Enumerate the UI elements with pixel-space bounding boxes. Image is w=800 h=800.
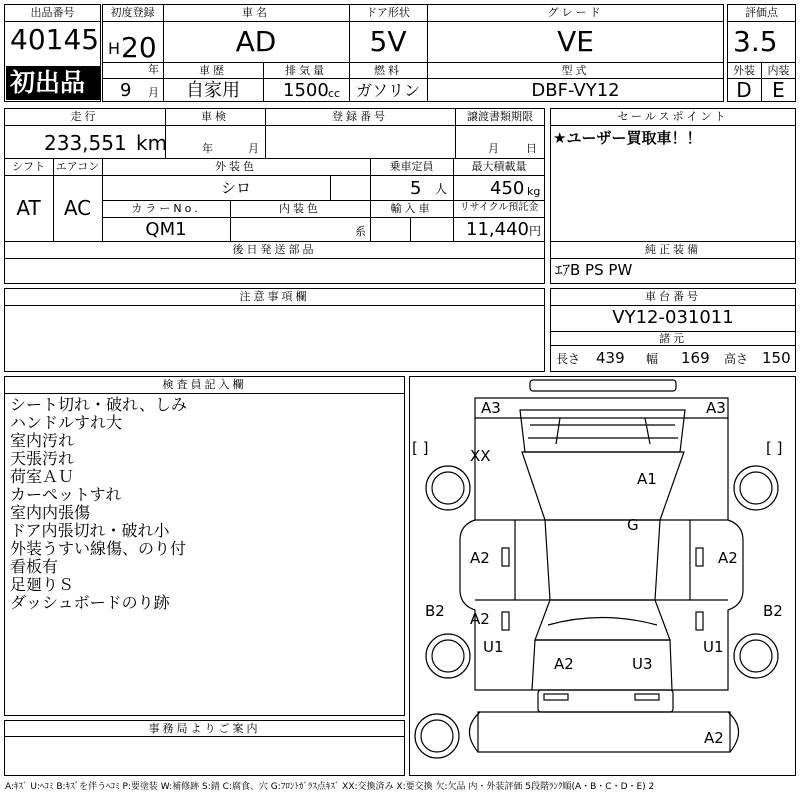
displacement: 1500 (283, 80, 329, 101)
inspector-note: 荷室ＡＵ (10, 467, 75, 486)
inspector-label: 検査員記入欄 (162, 378, 247, 391)
width-label: 幅 (646, 352, 659, 366)
damage-code: B2 (425, 602, 445, 620)
inspector-note: 外装うすい線傷、のり付 (10, 539, 187, 558)
registration-number-label: 登録番号 (332, 110, 388, 123)
damage-code: A3 (706, 399, 726, 417)
damage-bracket-left: [ ] (412, 439, 429, 457)
capacity-label: 乗車定員 (389, 160, 434, 173)
capacity: 5 (410, 178, 422, 199)
color-number-label: カラーNo. (131, 202, 201, 215)
shift-label: シフト (12, 160, 45, 173)
damage-code: U1 (703, 638, 724, 656)
mileage-unit: km (136, 131, 168, 155)
color: シロ (220, 179, 251, 197)
displacement-label: 排気量 (285, 64, 327, 77)
import-label: 輸入車 (390, 202, 433, 215)
height-label: 高さ (724, 352, 749, 366)
first-registration-label: 初度登録 (110, 6, 155, 19)
era-letter: H (108, 39, 121, 58)
damage-code: XX (470, 447, 491, 465)
damage-code: U1 (483, 638, 504, 656)
fuel-label: 燃料 (374, 64, 402, 77)
transfer-day-unit: 日 (526, 142, 537, 155)
inspector-note: 天張汚れ (10, 449, 75, 468)
chassis-label: 車台番号 (645, 290, 701, 303)
inspection-label: 車検 (201, 110, 229, 123)
parts-label: 後日発送部品 (232, 243, 317, 256)
recycle-unit: 円 (529, 224, 542, 238)
damage-code: A2 (704, 729, 724, 747)
legend: A:ｷｽﾞ U:ﾍｺﾐ B:ｷｽﾞを伴うﾍｺﾐ P:要塗装 W:補修跡 S:錆 C:腐食、穴 G:ﾌﾛﾝﾄｶﾞﾗｽ点ｷｽﾞ XX:交換済み X:要交換 欠:欠品 内・外装評価 5段階ﾗﾝｸ順(A・B・C・D・E) 2 (5, 782, 655, 792)
recycle-fee: 11,440 (466, 219, 529, 240)
registration-year: 20 (121, 31, 157, 64)
max-load-label: 最大積載量 (471, 160, 527, 173)
color-label: 外装色 (215, 160, 257, 173)
history-label: 車歴 (199, 64, 227, 77)
inspector-note: ドア内張切れ・破れ小 (10, 521, 170, 540)
exterior-grade: D (736, 78, 752, 102)
car-name: AD (235, 25, 277, 58)
max-load: 450 (490, 178, 525, 199)
aircon-label: エアコン (55, 160, 100, 173)
year-suffix: 年 (148, 63, 159, 76)
model: DBF-VY12 (531, 80, 620, 101)
inspector-note: 看板有 (10, 557, 59, 576)
damage-code: A2 (470, 610, 490, 628)
office-label: 事務局よりご案内 (148, 722, 261, 735)
inspector-note: カーペットすれ (10, 485, 122, 504)
damage-code: G (627, 516, 639, 534)
score: 3.5 (733, 25, 778, 58)
damage-code: A3 (481, 399, 501, 417)
lot-number-label: 出品番号 (30, 6, 75, 19)
inspector-note: シート切れ・破れ、しみ (10, 395, 187, 414)
damage-code: U3 (632, 655, 653, 673)
equipment-label: 純正装備 (645, 243, 701, 256)
damage-code: A2 (718, 549, 738, 567)
door-type: 5V (369, 25, 407, 58)
model-label: 型式 (561, 64, 590, 77)
mileage: 233,551 (44, 131, 127, 155)
sales-point-label: セールスポイント (617, 110, 729, 123)
transfer-month-unit: 月 (488, 142, 499, 155)
damage-bracket-right: [ ] (766, 439, 783, 457)
grade: VE (557, 25, 594, 58)
dimensions-label: 諸元 (659, 332, 687, 345)
length: 439 (596, 349, 625, 367)
sales-point-text: ★ユーザー買取車！！ (553, 129, 702, 147)
door-type-label: ドア形状 (366, 6, 410, 19)
registration-month: 9 (120, 80, 132, 101)
chassis-number: VY12-031011 (612, 307, 734, 328)
exterior-label: 外装 (733, 64, 755, 77)
inspector-note: ダッシュボードのり跡 (10, 593, 170, 612)
recycle-label: リサイクル預託金 (459, 202, 539, 213)
inspection-year-unit: 年 (202, 142, 213, 155)
displacement-unit: cc (328, 87, 341, 100)
interior-color-label: 内装色 (279, 202, 321, 215)
grade-label: グレード (547, 6, 604, 19)
score-label: 評価点 (745, 6, 778, 19)
car-name-label: 車名 (242, 6, 270, 19)
shift: AT (16, 196, 41, 220)
damage-code: B2 (763, 602, 783, 620)
interior-grade: E (772, 78, 785, 102)
first-listing-badge-text: 初出品 (10, 68, 86, 97)
aircon: AC (63, 196, 92, 220)
inspection-month-unit: 月 (248, 142, 259, 155)
interior-label: 内装 (767, 64, 790, 77)
month-suffix: 月 (148, 86, 159, 99)
inspector-note: 足廻りＳ (10, 575, 75, 594)
damage-code: A2 (554, 655, 574, 673)
inspector-note: 室内内張傷 (10, 503, 91, 522)
capacity-unit: 人 (435, 182, 448, 196)
equipment-text: ｴｱB PS PW (555, 261, 633, 279)
height: 150 (762, 349, 791, 367)
width: 169 (681, 349, 710, 367)
notes-label: 注意事項欄 (239, 290, 310, 303)
mileage-label: 走行 (70, 110, 99, 123)
interior-color-unit: 系 (355, 225, 366, 238)
lot-number: 40145 (10, 23, 100, 56)
max-load-unit: kg (527, 185, 541, 198)
length-label: 長さ (556, 352, 581, 366)
inspector-note: ハンドルすれ大 (10, 413, 123, 432)
damage-code: A1 (637, 470, 657, 488)
history: 自家用 (186, 80, 240, 101)
transfer-deadline-label: 譲渡書類期限 (467, 110, 533, 123)
fuel: ガソリン (355, 81, 420, 100)
inspector-note: 室内汚れ (10, 431, 75, 450)
damage-code: A2 (470, 549, 490, 567)
color-number: QM1 (145, 219, 187, 240)
